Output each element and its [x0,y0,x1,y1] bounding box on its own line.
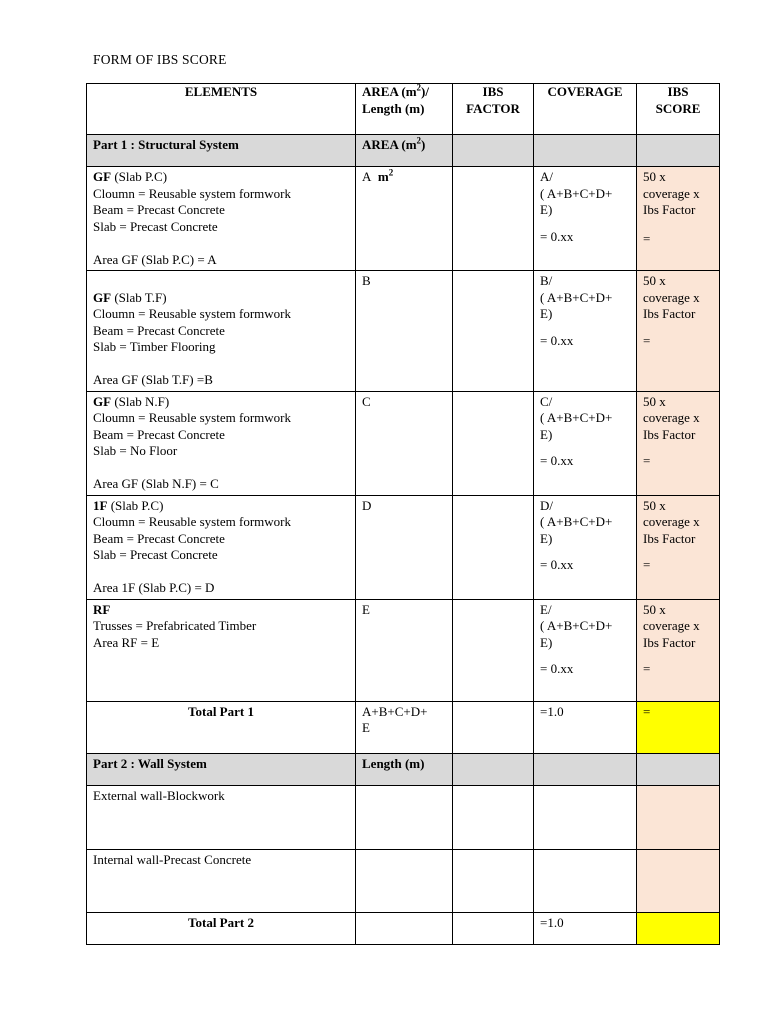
ibs-score-table [86,83,720,945]
ibs-score-cell: 50 x coverage x Ibs Factor = [637,167,720,271]
element-cell: RF Trusses = Prefabricated Timber Area RF = E [87,599,356,701]
table-row [87,391,720,495]
header-row [87,84,720,135]
total-part2-area [356,912,453,944]
area-cell: A $m^2$ [356,167,453,271]
total-part1-coverage: =1.0 [534,701,637,753]
total-part2-score [637,912,720,944]
coverage-cell: E/ ( A+B+C+D+ E) = 0.xx [534,599,637,701]
header-ibs-factor: IBS FACTOR [453,84,534,135]
wall-label: Internal wall-Precast Concrete [87,849,356,912]
area-cell: E [356,599,453,701]
area-cell [356,785,453,849]
ibs-factor-cell [453,701,534,753]
coverage-cell: B/ ( A+B+C+D+ E) = 0.xx [534,271,637,392]
part1-area-label: AREA $(m^2)$ [356,135,453,167]
element-cell: GF (Slab T.F) Cloumn = Reusable system formwork Beam = Precast Concrete Slab = Timber Flooring Area GF (Slab T.F) =B [87,271,356,392]
part1-header-row [87,135,720,167]
wall-label: External wall-Blockwork [87,785,356,849]
header-elements: ELEMENTS [87,84,356,135]
coverage-cell [534,785,637,849]
element-cell: GF (Slab N.F) Cloumn = Reusable system formwork Beam = Precast Concrete Slab = No Floor Area GF (Slab N.F) = C [87,391,356,495]
part2-header-row [87,753,720,785]
ibs-score-cell: 50 x coverage x Ibs Factor = [637,495,720,599]
part1-label: Part 1 : Structural System [87,135,356,167]
total-part1-area: A+B+C+D+ E [356,701,453,753]
ibs-score-cell: 50 x coverage x Ibs Factor = [637,599,720,701]
area-cell: B [356,271,453,392]
ibs-factor-cell [453,849,534,912]
part2-label: Part 2 : Wall System [87,753,356,785]
table-row [87,599,720,701]
header-ibs-score: IBS SCORE [637,84,720,135]
total-part2-label: Total Part 2 [87,912,356,944]
element-cell: 1F (Slab P.C) Cloumn = Reusable system formwork Beam = Precast Concrete Slab = Precast Concrete Area 1F (Slab P.C) = D [87,495,356,599]
ibs-score-cell: 50 x coverage x Ibs Factor = [637,271,720,392]
area-cell: D [356,495,453,599]
ibs-factor-cell [453,599,534,701]
ibs-factor-cell [453,271,534,392]
table-row [87,849,720,912]
header-area: AREA $(m^2)/$ Length (m) [356,84,453,135]
table-row [87,167,720,271]
table-row [87,271,720,392]
ibs-factor-cell [453,495,534,599]
area-cell: C [356,391,453,495]
total-part1-row [87,701,720,753]
ibs-score-cell [637,849,720,912]
element-cell: GF (Slab P.C) Cloumn = Reusable system formwork Beam = Precast Concrete Slab = Precast Concrete Area GF (Slab P.C) = A [87,167,356,271]
coverage-cell [534,849,637,912]
ibs-score-cell [637,785,720,849]
total-part1-label: Total Part 1 [87,701,356,753]
ibs-score-cell: 50 x coverage x Ibs Factor = [637,391,720,495]
area-cell [356,849,453,912]
total-part2-coverage: =1.0 [534,912,637,944]
coverage-cell: A/ ( A+B+C+D+ E) = 0.xx [534,167,637,271]
table-row [87,785,720,849]
ibs-factor-cell [453,912,534,944]
document-title: FORM OF IBS SCORE [93,52,227,67]
ibs-factor-cell [453,391,534,495]
total-part1-score: = [637,701,720,753]
table-row [87,495,720,599]
total-part2-row [87,912,720,944]
part2-area-label: Length (m) [356,753,453,785]
header-coverage: COVERAGE [534,84,637,135]
ibs-factor-cell [453,785,534,849]
coverage-cell: D/ ( A+B+C+D+ E) = 0.xx [534,495,637,599]
ibs-factor-cell [453,167,534,271]
coverage-cell: C/ ( A+B+C+D+ E) = 0.xx [534,391,637,495]
